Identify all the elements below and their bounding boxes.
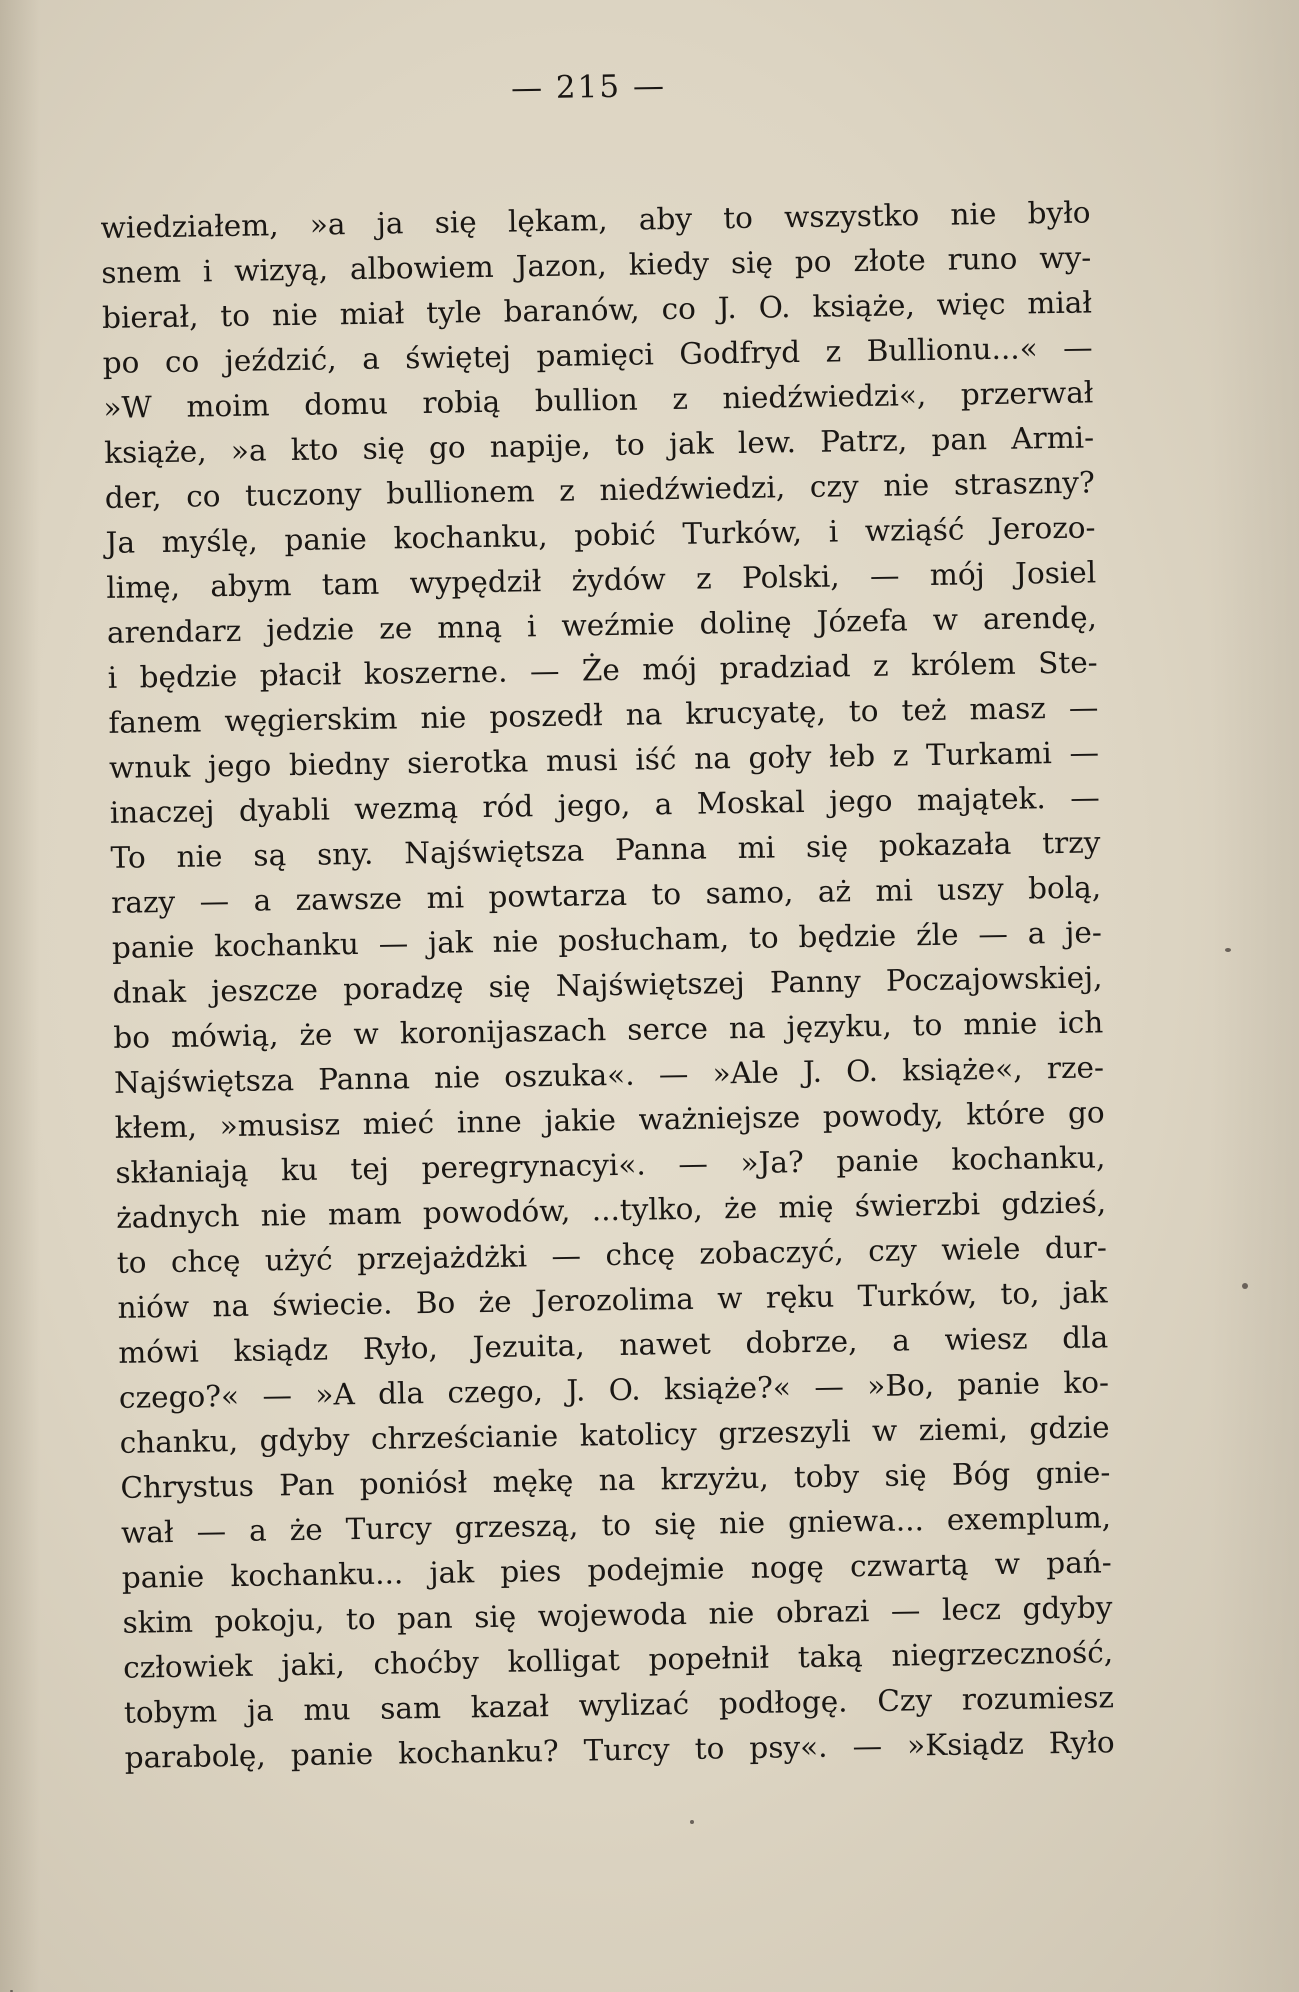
text-line: bierał, to nie miał tyle baranów, co J. O. książe, więc miał — [101, 285, 1093, 335]
text-line: razy — a zawsze mi powtarza to samo, aż mi uszy bolą, — [110, 870, 1102, 920]
text-line: parabolę, panie kochanku? Turcy to psy«. — »Ksiądz Ryło — [124, 1725, 1115, 1775]
text-line: tobym ja mu sam kazał wylizać podłogę. Czy rozumiesz — [123, 1680, 1115, 1730]
text-line: panie kochanku — jak nie posłucham, to będzie źle — a je- — [111, 915, 1103, 965]
text-line: to chcę użyć przejażdżki — chcę zobaczyć, czy wiele dur- — [116, 1230, 1108, 1280]
text-line: Najświętsza Panna nie oszuka«. — »Ale J. O. książe«, rze- — [113, 1050, 1105, 1100]
text-line: inaczej dyabli wezmą ród jego, a Moskal jego majątek. — — [109, 780, 1100, 830]
text-line: chanku, gdyby chrześcianie katolicy grzeszyli w ziemi, gdzie — [119, 1410, 1110, 1460]
text-line: der, co tuczony bullionem z niedźwiedzi, czy nie straszny? — [104, 465, 1096, 515]
ink-speck — [1242, 1283, 1248, 1289]
ink-speck — [690, 1820, 694, 1824]
text-line: niów na świecie. Bo że Jerozolima w ręku Turków, to, jak — [117, 1275, 1108, 1325]
text-line: i będzie płacił koszerne. — Że mój pradziad z królem Ste- — [107, 645, 1098, 695]
text-line: Chrystus Pan poniósł mękę na krzyżu, toby się Bóg gnie- — [120, 1455, 1111, 1505]
text-line: arendarz jedzie ze mną i weźmie dolinę Józefa w arendę, — [106, 600, 1098, 650]
text-line: dnak jeszcze poradzę się Najświętszej Panny Poczajowskiej, — [112, 960, 1103, 1010]
page-text-block — [98, 44, 1115, 1780]
body-text — [100, 190, 1115, 1780]
text-line: książe, »a kto się go napije, to jak lew. Patrz, pan Armi- — [103, 420, 1095, 470]
page-edge-shadow — [1209, 0, 1299, 1992]
text-line: bo mówią, że w koronijaszach serce na języku, to mnie ich — [113, 1005, 1104, 1055]
text-line: kłem, »musisz mieć inne jakie ważniejsze powody, które go — [114, 1095, 1105, 1145]
text-line: Ja myślę, panie kochanku, pobić Turków, i wziąść Jerozo- — [105, 510, 1096, 560]
text-line: żadnych nie mam powodów, ...tylko, że mię świerzbi gdzieś, — [115, 1185, 1107, 1235]
text-line: wał — a że Turcy grzeszą, to się nie gniewa... exemplum, — [120, 1500, 1112, 1550]
text-line: po co jeździć, a świętej pamięci Godfryd z Bullionu...« — — [102, 330, 1093, 380]
text-line: skim pokoju, to pan się wojewoda nie obrazi — lecz gdyby — [122, 1590, 1113, 1640]
page-gutter-shadow — [0, 0, 40, 1992]
text-line: wiedziałem, »a ja się lękam, aby to wszystko nie było — [100, 195, 1091, 245]
text-line: fanem węgierskim nie poszedł na krucyatę, to też masz — — [108, 690, 1099, 740]
text-line: To nie są sny. Najświętsza Panna mi się pokazała trzy — [110, 825, 1101, 875]
text-line: skłaniają ku tej peregrynacyi«. — »Ja? panie kochanku, — [115, 1140, 1106, 1190]
text-line: limę, abym tam wypędził żydów z Polski, — mój Josiel — [106, 555, 1097, 605]
text-line: czego?« — »A dla czego, J. O. książe?« — »Bo, panie ko- — [118, 1365, 1110, 1415]
text-line: człowiek jaki, choćby kolligat popełnił taką niegrzeczność, — [122, 1635, 1114, 1685]
text-line: snem i wizyą, albowiem Jazon, kiedy się po złote runo wy- — [101, 240, 1092, 290]
page-number: — 215 — — [510, 68, 667, 107]
text-line: panie kochanku... jak pies podejmie nogę czwartą w pań- — [121, 1545, 1112, 1595]
text-line: mówi ksiądz Ryło, Jezuita, nawet dobrze, a wiesz dla — [118, 1320, 1109, 1370]
text-line: wnuk jego biedny sierotka musi iść na goły łeb z Turkami — — [108, 735, 1100, 785]
text-line: »W moim domu robią bullion z niedźwiedzi«, przerwał — [103, 375, 1094, 425]
ink-speck — [1225, 948, 1231, 952]
